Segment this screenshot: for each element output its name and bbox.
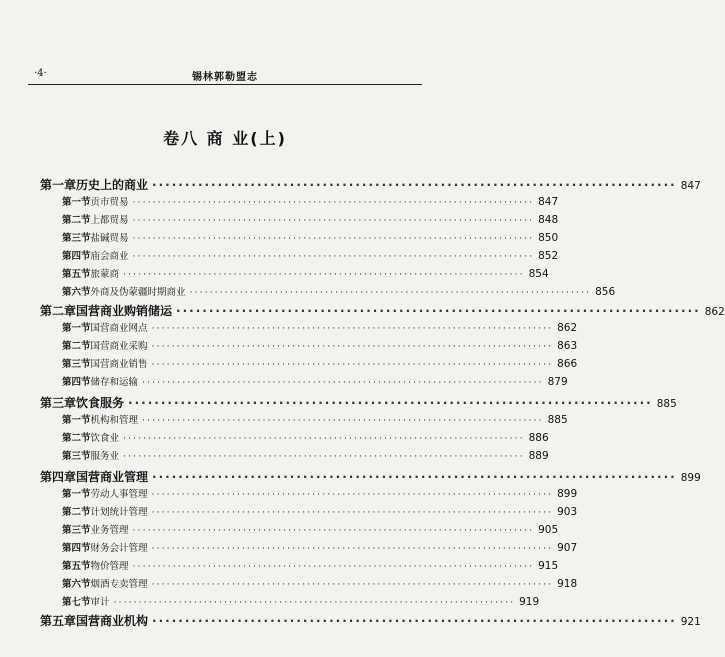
- section-number: 第七节: [62, 597, 91, 608]
- section-number: 第四节: [62, 251, 91, 262]
- toc-section-row: [40, 356, 578, 374]
- toc-section-row: [40, 540, 578, 558]
- section-title: 机构和管理: [90, 415, 139, 426]
- page-ref: 847: [538, 196, 559, 208]
- header-rule: [28, 84, 422, 85]
- section-title: 物价管理: [90, 561, 129, 572]
- page-ref: 862: [704, 306, 725, 318]
- chapter-number: 第一章: [40, 178, 77, 192]
- section-title: 外商及伪蒙疆时期商业: [90, 287, 186, 298]
- toc-section-row: [40, 266, 549, 284]
- section-title: 贡市贸易: [90, 197, 129, 208]
- page-ref: 847: [680, 180, 701, 192]
- chapter-title: 国营商业管理: [76, 470, 149, 484]
- running-title: 锡林郭勒盟志: [192, 72, 258, 83]
- chapter-number: 第四章: [40, 470, 77, 484]
- section-title: 国营商业采购: [90, 341, 148, 352]
- page-ref: 918: [557, 578, 578, 590]
- toc-section-row: [40, 338, 578, 356]
- section-number: 第三节: [62, 359, 91, 370]
- section-title: 服务业: [90, 451, 120, 462]
- toc-section-row: [40, 576, 578, 594]
- toc-section-row: [40, 486, 578, 504]
- leader-dots: ················································································: [132, 215, 535, 226]
- section-number: 第一节: [62, 415, 91, 426]
- toc-chapter-row: [40, 612, 701, 630]
- page-ref: 899: [680, 472, 701, 484]
- chapter-title: 历史上的商业: [76, 178, 149, 192]
- page-ref: 921: [680, 616, 701, 628]
- page-ref: 852: [538, 250, 559, 262]
- chapter-title: 国营商业机构: [76, 614, 149, 628]
- leader-dots: ················································································: [152, 470, 677, 484]
- section-number: 第四节: [62, 377, 91, 388]
- leader-dots: ················································································: [176, 304, 701, 318]
- chapter-title: 饮食服务: [76, 396, 125, 410]
- page-ref: 903: [557, 506, 578, 518]
- toc-section-row: [40, 430, 549, 448]
- section-number: 第二节: [62, 341, 91, 352]
- section-title: 劳动人事管理: [90, 489, 148, 500]
- chapter-number: 第五章: [40, 614, 77, 628]
- toc-section-row: [40, 194, 559, 212]
- leader-dots: ················································································: [113, 597, 516, 608]
- page-ref: 879: [547, 376, 568, 388]
- leader-dots: ················································································: [142, 377, 544, 388]
- toc-section-row: [40, 284, 616, 302]
- section-number: 第五节: [62, 561, 91, 572]
- section-number: 第二节: [62, 433, 91, 444]
- section-title: 审计: [90, 597, 110, 608]
- page-ref: 863: [557, 340, 578, 352]
- leader-dots: ················································································: [142, 415, 544, 426]
- toc-section-row: [40, 320, 578, 338]
- leader-dots: ················································································: [128, 396, 653, 410]
- section-title: 烟酒专卖管理: [90, 579, 148, 590]
- leader-dots: ················································································: [132, 233, 535, 244]
- section-number: 第二节: [62, 215, 91, 226]
- page-ref: 850: [538, 232, 559, 244]
- section-number: 第五节: [62, 269, 91, 280]
- toc-section-row: [40, 374, 568, 392]
- leader-dots: ················································································: [151, 507, 554, 518]
- section-number: 第三节: [62, 451, 91, 462]
- section-number: 第六节: [62, 287, 91, 298]
- leader-dots: ················································································: [132, 197, 535, 208]
- leader-dots: ················································································: [152, 178, 677, 192]
- leader-dots: ················································································: [151, 543, 554, 554]
- page-ref: 886: [528, 432, 549, 444]
- toc-chapter-row: [40, 176, 701, 194]
- chapter-title: 国营商业购销储运: [76, 304, 173, 318]
- section-title: 财务会计管理: [90, 543, 148, 554]
- section-title: 饮食业: [90, 433, 120, 444]
- toc-section-row: [40, 558, 559, 576]
- page-header: [34, 66, 416, 84]
- toc-section-row: [40, 448, 549, 466]
- page-ref: 885: [547, 414, 568, 426]
- section-number: 第四节: [62, 543, 91, 554]
- leader-dots: ················································································: [123, 269, 525, 280]
- page-number: ·4·: [34, 68, 47, 79]
- section-number: 第六节: [62, 579, 91, 590]
- toc-section-row: [40, 522, 559, 540]
- page-ref: 899: [557, 488, 578, 500]
- page-ref: 866: [557, 358, 578, 370]
- section-title: 上都贸易: [90, 215, 129, 226]
- section-title: 计划统计管理: [90, 507, 148, 518]
- toc-chapter-row: [40, 302, 725, 320]
- section-title: 国营商业网点: [90, 323, 148, 334]
- page-ref: 889: [528, 450, 549, 462]
- section-number: 第二节: [62, 507, 91, 518]
- page-ref: 905: [538, 524, 559, 536]
- section-number: 第三节: [62, 233, 91, 244]
- leader-dots: ················································································: [151, 323, 554, 334]
- leader-dots: ················································································: [151, 579, 554, 590]
- page-ref: 848: [538, 214, 559, 226]
- page-ref: 919: [519, 596, 540, 608]
- leader-dots: ················································································: [123, 433, 525, 444]
- toc-section-row: [40, 212, 559, 230]
- leader-dots: ················································································: [152, 614, 677, 628]
- leader-dots: ················································································: [151, 341, 554, 352]
- page-ref: 915: [538, 560, 559, 572]
- leader-dots: ················································································: [151, 489, 554, 500]
- chapter-number: 第三章: [40, 396, 77, 410]
- toc-chapter-row: [40, 394, 677, 412]
- section-title: 储存和运输: [90, 377, 139, 388]
- leader-dots: ················································································: [132, 251, 535, 262]
- chapter-number: 第二章: [40, 304, 77, 318]
- leader-dots: ················································································: [123, 451, 525, 462]
- page-ref: 862: [557, 322, 578, 334]
- toc-section-row: [40, 230, 559, 248]
- section-title: 旅蒙商: [90, 269, 120, 280]
- leader-dots: ················································································: [132, 525, 535, 536]
- page-ref: 854: [528, 268, 549, 280]
- section-number: 第一节: [62, 489, 91, 500]
- section-number: 第三节: [62, 525, 91, 536]
- leader-dots: ················································································: [189, 287, 592, 298]
- section-title: 庙会商业: [90, 251, 129, 262]
- page-ref: 885: [656, 398, 677, 410]
- leader-dots: ················································································: [151, 359, 554, 370]
- toc-section-row: [40, 248, 559, 266]
- leader-dots: ················································································: [132, 561, 535, 572]
- section-number: 第一节: [62, 197, 91, 208]
- section-title: 国营商业销售: [90, 359, 148, 370]
- toc-section-row: [40, 594, 540, 612]
- page-ref: 907: [557, 542, 578, 554]
- toc-chapter-row: [40, 468, 701, 486]
- section-number: 第一节: [62, 323, 91, 334]
- section-title: 业务管理: [90, 525, 129, 536]
- toc-section-row: [40, 412, 568, 430]
- page-ref: 856: [595, 286, 616, 298]
- volume-title: 卷八 商 业(上): [163, 129, 287, 148]
- toc-section-row: [40, 504, 578, 522]
- section-title: 盐碱贸易: [90, 233, 129, 244]
